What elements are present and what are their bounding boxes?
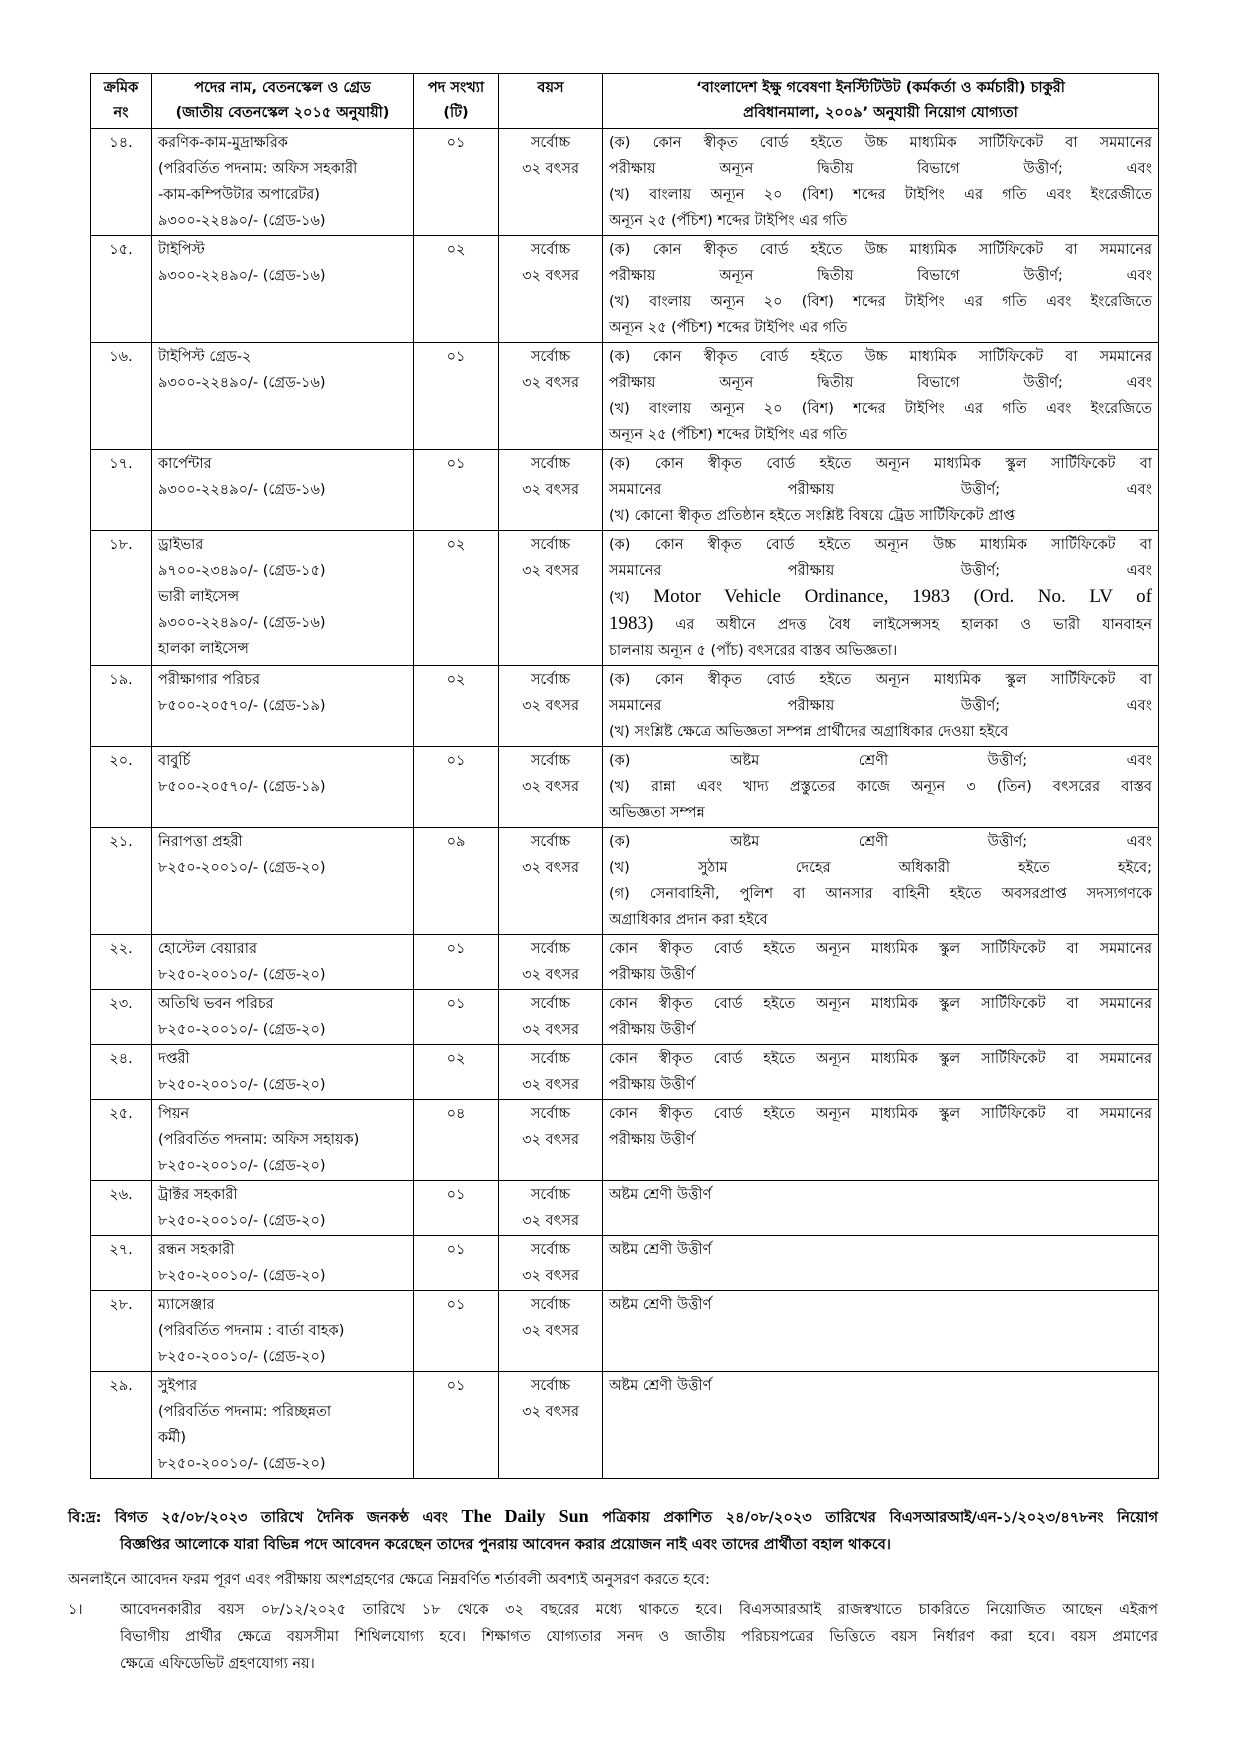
header-count: পদ সংখ্যা (টি): [414, 74, 499, 129]
table-row: [91, 1100, 1159, 1181]
serial-cell: [91, 666, 152, 747]
count-cell: [414, 1372, 499, 1479]
post-count: ০৪: [446, 1106, 466, 1122]
table-row: [91, 1236, 1159, 1291]
serial-number: ২৪.: [109, 1051, 133, 1067]
serial-number: ২৮.: [109, 1297, 133, 1313]
age-cell: [499, 1045, 603, 1100]
post-count: ০১: [446, 753, 466, 769]
post-line: টাইপিস্ট গ্রেড-২: [158, 349, 252, 365]
age-line: ৩২ বৎসর: [522, 1132, 579, 1148]
qualification-cell: [603, 935, 1159, 990]
age-line: ৩২ বৎসর: [522, 482, 579, 498]
post-line: অতিথি ভবন পরিচর: [158, 996, 274, 1012]
post-line: ৮২৫০-২০০১০/- (গ্রেড-২০): [158, 1022, 326, 1038]
post-count: ০১: [446, 1378, 466, 1394]
age-line: সর্বোচ্চ: [530, 834, 571, 850]
post-cell: [152, 1045, 414, 1100]
qualification-cell: [603, 1372, 1159, 1479]
post-count: ০১: [446, 1242, 466, 1258]
serial-number: ১৭.: [109, 456, 133, 472]
post-line: (পরিবর্তিত পদনাম: অফিস সহায়ক): [158, 1132, 360, 1148]
qualification-line: কোন স্বীকৃত বোর্ড হইতে অন্যূন মাধ্যমিক স্কুল সার্টিফিকেট বা সমমানের: [609, 1106, 1152, 1122]
qualification-line: (খ) বাংলায় অন্যূন ২০ (বিশ) শব্দের টাইপিং এর গতি এবং ইংরেজিতে: [609, 294, 1152, 310]
post-line: ৯৭০০-২৩৪৯০/- (গ্রেড-১৫): [158, 563, 326, 579]
count-cell: [414, 747, 499, 828]
qualification-cell: [603, 1291, 1159, 1372]
serial-cell: [91, 531, 152, 666]
serial-cell: [91, 1291, 152, 1372]
instruction-number: ১।: [68, 1602, 83, 1618]
post-count: ০২: [446, 537, 466, 553]
post-count: ০৯: [446, 834, 466, 850]
serial-cell: [91, 1236, 152, 1291]
age-line: ৩২ বৎসর: [522, 161, 579, 177]
header-age: বয়স: [499, 74, 603, 129]
age-cell: [499, 828, 603, 935]
post-line: ৮২৫০-২০০১০/- (গ্রেড-২০): [158, 1158, 326, 1174]
post-cell: [152, 236, 414, 343]
qualification-line: (খ) বাংলায় অন্যূন ২০ (বিশ) শব্দের টাইপিং এর গতি এবং ইংরেজিতে: [609, 401, 1152, 417]
age-line: ৩২ বৎসর: [522, 698, 579, 714]
age-cell: [499, 1181, 603, 1236]
post-line: ম্যাসেঞ্জার: [158, 1297, 215, 1313]
qualification-cell: [603, 129, 1159, 236]
serial-cell: [91, 1100, 152, 1181]
serial-cell: [91, 990, 152, 1045]
age-line: সর্বোচ্চ: [530, 242, 571, 258]
header-serial: ক্রমিক নং: [91, 74, 152, 129]
age-cell: [499, 935, 603, 990]
serial-number: ২৭.: [109, 1242, 133, 1258]
qualification-line: (ক) অষ্টম শ্রেণী উত্তীর্ণ; এবং: [609, 834, 1152, 850]
post-line: ড্রাইভার: [158, 537, 204, 553]
header-qualification: ‘বাংলাদেশ ইক্ষু গবেষণা ইনস্টিটিউট (কর্মকর্তা ও কর্মচারী) চাকুরী প্রবিধানমালা, ২০০৯’ অনুযায়ী নিয়োগ যোগ্যতা: [603, 74, 1159, 129]
qualification-line: (খ) সংশ্লিষ্ট ক্ষেত্রে অভিজ্ঞতা সম্পন্ন প্রার্থীদের অগ্রাধিকার দেওয়া হইবে: [609, 724, 1009, 740]
post-cell: [152, 935, 414, 990]
post-cell: [152, 747, 414, 828]
qualification-cell: [603, 450, 1159, 531]
count-cell: [414, 531, 499, 666]
count-cell: [414, 450, 499, 531]
post-count: ০১: [446, 1187, 466, 1203]
qualification-line: অষ্টম শ্রেণী উত্তীর্ণ: [609, 1187, 712, 1203]
age-line: ৩২ বৎসর: [522, 1213, 579, 1229]
serial-cell: [91, 1372, 152, 1479]
post-line: ৯৩০০-২২৪৯০/- (গ্রেড-১৬): [158, 375, 326, 391]
post-count: ০২: [446, 672, 466, 688]
qualification-line: কোন স্বীকৃত বোর্ড হইতে অন্যূন মাধ্যমিক স্কুল সার্টিফিকেট বা সমমানের: [609, 996, 1152, 1012]
table-row: [91, 1372, 1159, 1479]
qualification-line: পরীক্ষায় অন্যূন দ্বিতীয় বিভাগে উত্তীর্ণ; এবং: [609, 161, 1152, 177]
count-cell: [414, 1100, 499, 1181]
age-cell: [499, 450, 603, 531]
instruction-line: ক্ষেত্রে এফিডেভিট গ্রহণযোগ্য নয়।: [120, 1656, 315, 1672]
post-line: পিয়ন: [158, 1106, 190, 1122]
instructions-intro: অনলাইনে আবেদন ফরম পূরণ এবং পরীক্ষায় অংশগ্রহণের ক্ষেত্রে নিম্নবর্ণিত শর্তাবলী অবশ্যই অনুসরণ করতে হবে:: [68, 1572, 710, 1588]
table-row: [91, 450, 1159, 531]
post-cell: [152, 129, 414, 236]
post-cell: [152, 1100, 414, 1181]
age-line: ৩২ বৎসর: [522, 1404, 579, 1420]
post-count: ০১: [446, 996, 466, 1012]
age-line: সর্বোচ্চ: [530, 456, 571, 472]
qualification-cell: [603, 747, 1159, 828]
qualification-line: অগ্রাধিকার প্রদান করা হইবে: [609, 912, 768, 928]
post-count: ০১: [446, 941, 466, 957]
qualification-text: (খ): [609, 590, 654, 606]
age-line: সর্বোচ্চ: [530, 996, 571, 1012]
age-cell: [499, 1236, 603, 1291]
serial-number: ২২.: [109, 941, 133, 957]
age-line: ৩২ বৎসর: [522, 1077, 579, 1093]
qualification-line: সমমানের পরীক্ষায় উত্তীর্ণ; এবং: [609, 482, 1152, 498]
instruction-item: [68, 1597, 1158, 1678]
qualification-line: কোন স্বীকৃত বোর্ড হইতে অন্যূন মাধ্যমিক স্কুল সার্টিফিকেট বা সমমানের: [609, 941, 1152, 957]
serial-number: ১৪.: [109, 135, 133, 151]
age-line: ৩২ বৎসর: [522, 967, 579, 983]
table-row: [91, 828, 1159, 935]
qualification-line: পরীক্ষায় অন্যূন দ্বিতীয় বিভাগে উত্তীর্ণ; এবং: [609, 268, 1152, 284]
count-cell: [414, 1181, 499, 1236]
count-cell: [414, 935, 499, 990]
age-cell: [499, 1372, 603, 1479]
serial-cell: [91, 129, 152, 236]
qualification-line: অষ্টম শ্রেণী উত্তীর্ণ: [609, 1378, 712, 1394]
age-cell: [499, 1291, 603, 1372]
qualification-line: অষ্টম শ্রেণী উত্তীর্ণ: [609, 1242, 712, 1258]
count-cell: [414, 990, 499, 1045]
note-line-1: বি:দ্র: বিগত ২৫/০৮/২০২৩ তারিখে দৈনিক জনকণ্ঠ এবং The Daily Sun পত্রিকায় প্রকাশিত ২৪/০৮/২০২৩ তারিখের বিএসআরআই/এন-১/২০২৩/৪৭৮নং নিয়োগ: [68, 1506, 1158, 1526]
qualification-line: পরীক্ষায় উত্তীর্ণ: [609, 1132, 695, 1148]
age-line: সর্বোচ্চ: [530, 537, 571, 553]
qualification-cell: [603, 236, 1159, 343]
serial-number: ২৫.: [109, 1106, 133, 1122]
qualification-line: (খ) রান্না এবং খাদ্য প্রস্তুতের কাজে অন্যূন ৩ (তিন) বৎসরের বাস্তব: [609, 779, 1152, 795]
post-line: ভারী লাইসেন্স: [158, 589, 240, 605]
note-line-2: বিজ্ঞপ্তির আলোকে যারা বিভিন্ন পদে আবেদন করেছেন তাদের পুনরায় আবেদন করার প্রয়োজন নাই এবং তাদের প্রার্থীতা বহাল থাকবে।: [120, 1537, 891, 1553]
post-line: ৯৩০০-২২৪৯০/- (গ্রেড-১৬): [158, 482, 326, 498]
post-line: ৮২৫০-২০০১০/- (গ্রেড-২০): [158, 1456, 326, 1472]
table-row: [91, 1181, 1159, 1236]
serial-number: ২৯.: [109, 1378, 133, 1394]
serial-number: ১৬.: [109, 349, 133, 365]
post-line: ৮৫০০-২০৫৭০/- (গ্রেড-১৯): [158, 698, 326, 714]
serial-number: ১৯.: [109, 672, 133, 688]
age-line: ৩২ বৎসর: [522, 779, 579, 795]
serial-number: ২৩.: [109, 996, 133, 1012]
age-cell: [499, 990, 603, 1045]
post-line: হালকা লাইসেন্স: [158, 641, 249, 657]
post-line: হোস্টেল বেয়ারার: [158, 941, 257, 957]
qualification-line: সমমানের পরীক্ষায় উত্তীর্ণ; এবং: [609, 563, 1152, 579]
age-line: সর্বোচ্চ: [530, 1187, 571, 1203]
qualification-cell: [603, 990, 1159, 1045]
post-cell: [152, 828, 414, 935]
qualification-line: চালনায় অন্যূন ৫ (পাঁচ) বৎসরের বাস্তব অভিজ্ঞতা।: [609, 643, 898, 659]
table-row: [91, 236, 1159, 343]
qualification-line: [609, 611, 1152, 638]
age-line: ৩২ বৎসর: [522, 563, 579, 579]
post-line: ৮২৫০-২০০১০/- (গ্রেড-২০): [158, 1213, 326, 1229]
age-cell: [499, 747, 603, 828]
age-line: সর্বোচ্চ: [530, 941, 571, 957]
age-line: সর্বোচ্চ: [530, 753, 571, 769]
ordinance-year: 1983): [609, 613, 654, 634]
post-cell: [152, 1181, 414, 1236]
qualification-line: (খ) বাংলায় অন্যূন ২০ (বিশ) শব্দের টাইপিং এর গতি এবং ইংরেজীতে: [609, 187, 1152, 203]
qualification-line: পরীক্ষায় অন্যূন দ্বিতীয় বিভাগে উত্তীর্ণ; এবং: [609, 375, 1152, 391]
qualification-cell: [603, 1181, 1159, 1236]
qualification-line: কোন স্বীকৃত বোর্ড হইতে অন্যূন মাধ্যমিক স্কুল সার্টিফিকেট বা সমমানের: [609, 1051, 1152, 1067]
post-line: ৮২৫০-২০০১০/- (গ্রেড-২০): [158, 1268, 326, 1284]
post-count: ০১: [446, 1297, 466, 1313]
qualification-line: (ক) কোন স্বীকৃত বোর্ড হইতে অন্যূন উচ্চ মাধ্যমিক সার্টিফিকেট বা: [609, 537, 1152, 553]
count-cell: [414, 828, 499, 935]
age-line: ৩২ বৎসর: [522, 1022, 579, 1038]
post-line: ৯৩০০-২২৪৯০/- (গ্রেড-১৬): [158, 213, 326, 229]
qualification-line: (গ) সেনাবাহিনী, পুলিশ বা আনসার বাহিনী হইতে অবসরপ্রাপ্ত সদস্যগণকে: [609, 886, 1152, 902]
age-line: ৩২ বৎসর: [522, 1268, 579, 1284]
post-line: ৯৩০০-২২৪৯০/- (গ্রেড-১৬): [158, 615, 326, 631]
post-cell: [152, 531, 414, 666]
qualification-cell: [603, 1100, 1159, 1181]
post-line: নিরাপত্তা প্রহরী: [158, 834, 243, 850]
qualification-cell: [603, 531, 1159, 666]
post-line: রন্ধন সহকারী: [158, 1242, 235, 1258]
post-line: ৮২৫০-২০০১০/- (গ্রেড-২০): [158, 860, 326, 876]
table-row: [91, 990, 1159, 1045]
qualification-line: অভিজ্ঞতা সম্পন্ন: [609, 805, 705, 821]
post-line: (পরিবর্তিত পদনাম: অফিস সহকারী: [158, 161, 358, 177]
table-row: [91, 666, 1159, 747]
qualification-line: (ক) কোন স্বীকৃত বোর্ড হইতে উচ্চ মাধ্যমিক সার্টিফিকেট বা সমমানের: [609, 242, 1152, 258]
post-line: ৮২৫০-২০০১০/- (গ্রেড-২০): [158, 967, 326, 983]
post-line: ট্রাক্টর সহকারী: [158, 1187, 238, 1203]
count-cell: [414, 1045, 499, 1100]
qualification-line: (ক) কোন স্বীকৃত বোর্ড হইতে অন্যূন মাধ্যমিক স্কুল সার্টিফিকেট বা: [609, 672, 1152, 688]
post-cell: [152, 450, 414, 531]
post-line: ৮২৫০-২০০১০/- (গ্রেড-২০): [158, 1349, 326, 1365]
count-cell: [414, 1236, 499, 1291]
qualification-line: (ক) কোন স্বীকৃত বোর্ড হইতে উচ্চ মাধ্যমিক সার্টিফিকেট বা সমমানের: [609, 349, 1152, 365]
table-row: [91, 1291, 1159, 1372]
serial-cell: [91, 1045, 152, 1100]
post-line: কার্পেন্টার: [158, 456, 212, 472]
serial-number: ২১.: [109, 834, 133, 850]
qualification-text: এর অধীনে প্রদত্ত বৈধ লাইসেন্সসহ হালকা ও ভারী যানবাহন: [653, 617, 1152, 633]
count-cell: [414, 1291, 499, 1372]
table-row: [91, 129, 1159, 236]
post-line: পরীক্ষাগার পরিচর: [158, 672, 260, 688]
qualification-line: সমমানের পরীক্ষায় উত্তীর্ণ; এবং: [609, 698, 1152, 714]
serial-cell: [91, 450, 152, 531]
qualification-line: (খ) কোনো স্বীকৃত প্রতিষ্ঠান হইতে সংশ্লিষ্ট বিষয়ে ট্রেড সার্টিফিকেট প্রাপ্ত: [609, 508, 1016, 524]
table-row: [91, 343, 1159, 450]
count-cell: [414, 129, 499, 236]
serial-number: ২০.: [109, 753, 133, 769]
post-cell: [152, 1236, 414, 1291]
age-line: ৩২ বৎসর: [522, 268, 579, 284]
qualification-line: (ক) কোন স্বীকৃত বোর্ড হইতে উচ্চ মাধ্যমিক সার্টিফিকেট বা সমমানের: [609, 135, 1152, 151]
age-cell: [499, 236, 603, 343]
serial-number: ১৫.: [109, 242, 133, 258]
qualification-cell: [603, 666, 1159, 747]
post-count: ০২: [446, 242, 466, 258]
post-cell: [152, 343, 414, 450]
post-line: ৯৩০০-২২৪৯০/- (গ্রেড-১৬): [158, 268, 326, 284]
post-line: ৮৫০০-২০৫৭০/- (গ্রেড-১৯): [158, 779, 326, 795]
header-post: পদের নাম, বেতনস্কেল ও গ্রেড (জাতীয় বেতনস্কেল ২০১৫ অনুযায়ী): [152, 74, 414, 129]
age-cell: [499, 129, 603, 236]
count-cell: [414, 236, 499, 343]
serial-cell: [91, 1181, 152, 1236]
qualification-line: অন্যূন ২৫ (পঁচিশ) শব্দের টাইপিং এর গতি: [609, 320, 848, 336]
age-line: সর্বোচ্চ: [530, 135, 571, 151]
post-line: দপ্তরী: [158, 1051, 190, 1067]
age-line: সর্বোচ্চ: [530, 1051, 571, 1067]
serial-number: ২৬.: [109, 1187, 133, 1203]
post-cell: [152, 1291, 414, 1372]
post-line: বাবুর্চি: [158, 753, 191, 769]
qualification-line: অন্যূন ২৫ (পঁচিশ) শব্দের টাইপিং এর গতি: [609, 427, 848, 443]
post-cell: [152, 666, 414, 747]
serial-cell: [91, 236, 152, 343]
table-header-row: [91, 74, 1159, 129]
qualification-line: (ক) অষ্টম শ্রেণী উত্তীর্ণ; এবং: [609, 753, 1152, 769]
age-line: সর্বোচ্চ: [530, 1297, 571, 1313]
age-cell: [499, 666, 603, 747]
age-cell: [499, 531, 603, 666]
qualification-line: পরীক্ষায় উত্তীর্ণ: [609, 967, 695, 983]
post-line: করণিক-কাম-মুদ্রাক্ষরিক: [158, 135, 288, 151]
post-count: ০১: [446, 456, 466, 472]
age-line: সর্বোচ্চ: [530, 1106, 571, 1122]
post-count: ০১: [446, 135, 466, 151]
qualification-line: [609, 584, 1152, 611]
qualification-cell: [603, 1045, 1159, 1100]
instruction-line: আবেদনকারীর বয়স ০৮/১২/২০২৫ তারিখে ১৮ থেকে ৩২ বছরের মধ্যে থাকতে হবে। বিএসআরআই রাজস্বখাতে চাকরিতে নিয়োজিত আছেন এইরূপ: [120, 1602, 1158, 1618]
qualification-cell: [603, 343, 1159, 450]
post-line: সুইপার: [158, 1378, 198, 1394]
recruitment-table: [90, 73, 1159, 1479]
table-row: [91, 1045, 1159, 1100]
age-cell: [499, 1100, 603, 1181]
serial-cell: [91, 747, 152, 828]
serial-cell: [91, 935, 152, 990]
count-cell: [414, 666, 499, 747]
post-line: -কাম-কম্পিউটার অপারেটর): [158, 187, 320, 203]
post-cell: [152, 1372, 414, 1479]
age-line: সর্বোচ্চ: [530, 1378, 571, 1394]
age-line: ৩২ বৎসর: [522, 1323, 579, 1339]
qualification-line: পরীক্ষায় উত্তীর্ণ: [609, 1022, 695, 1038]
post-line: (পরিবর্তিত পদনাম : বার্তা বাহক): [158, 1323, 345, 1339]
post-count: ০২: [446, 1051, 466, 1067]
serial-cell: [91, 343, 152, 450]
post-count: ০১: [446, 349, 466, 365]
serial-cell: [91, 828, 152, 935]
table-row: [91, 531, 1159, 666]
post-line: টাইপিস্ট: [158, 242, 205, 258]
table-row: [91, 935, 1159, 990]
table-row: [91, 747, 1159, 828]
qualification-line: (ক) কোন স্বীকৃত বোর্ড হইতে অন্যূন মাধ্যমিক স্কুল সার্টিফিকেট বা: [609, 456, 1152, 472]
ordinance-name: Motor Vehicle Ordinance, 1983 (Ord. No. LV of: [653, 586, 1152, 607]
age-line: ৩২ বৎসর: [522, 860, 579, 876]
age-line: সর্বোচ্চ: [530, 349, 571, 365]
age-line: সর্বোচ্চ: [530, 672, 571, 688]
age-line: ৩২ বৎসর: [522, 375, 579, 391]
qualification-line: অন্যূন ২৫ (পঁচিশ) শব্দের টাইপিং এর গতি: [609, 213, 848, 229]
qualification-line: (খ) সুঠাম দেহের অধিকারী হইতে হইবে;: [609, 860, 1152, 876]
qualification-line: পরীক্ষায় উত্তীর্ণ: [609, 1077, 695, 1093]
count-cell: [414, 343, 499, 450]
qualification-line: অষ্টম শ্রেণী উত্তীর্ণ: [609, 1297, 712, 1313]
qualification-cell: [603, 828, 1159, 935]
post-line: ৮২৫০-২০০১০/- (গ্রেড-২০): [158, 1077, 326, 1093]
post-line: (পরিবর্তিত পদনাম: পরিচ্ছন্নতা: [158, 1404, 332, 1420]
serial-number: ১৮.: [109, 537, 133, 553]
age-line: সর্বোচ্চ: [530, 1242, 571, 1258]
instruction-line: বিভাগীয় প্রার্থীর ক্ষেত্রে বয়সসীমা শিথিলযোগ্য হবে। শিক্ষাগত যোগ্যতার সনদ ও জাতীয় পরিচয়পত্রের ভিত্তিতে বয়স নির্ধারণ করা হবে। বয়স প্রমাণের: [120, 1629, 1158, 1645]
age-cell: [499, 343, 603, 450]
special-note: [68, 1503, 1158, 1559]
qualification-cell: [603, 1236, 1159, 1291]
post-line: কর্মী): [158, 1430, 187, 1446]
post-cell: [152, 990, 414, 1045]
